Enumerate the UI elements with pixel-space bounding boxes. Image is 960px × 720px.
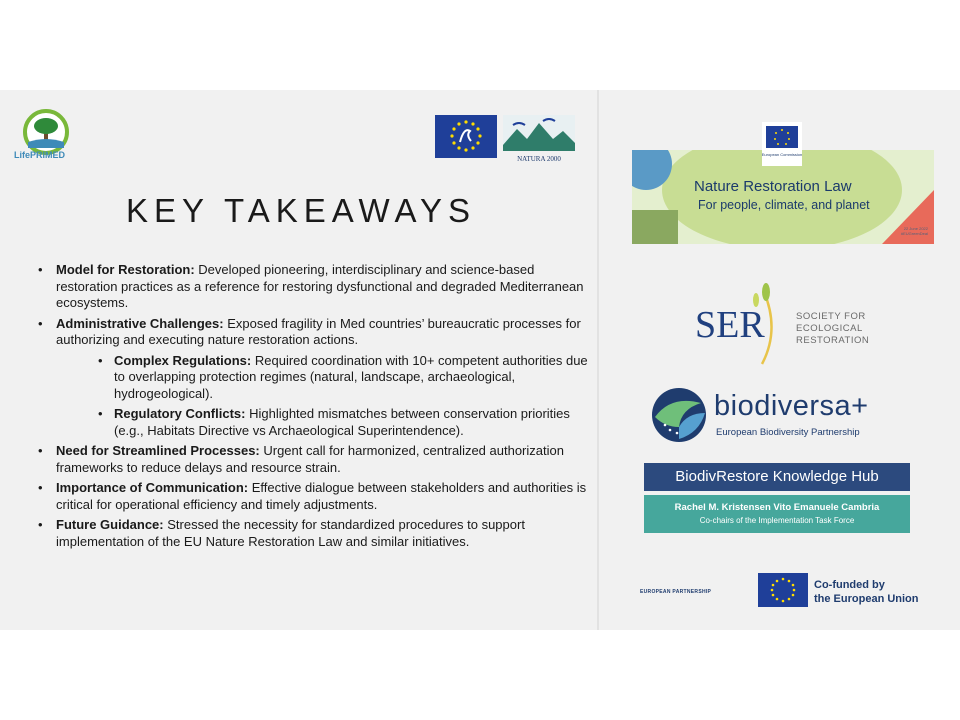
european-partnership-label: EUROPEAN PARTNERSHIP [640, 589, 712, 595]
list-item: • Administrative Challenges: Exposed fragility in Med countries’ bureaucratic processes for authorizing and executing nature restoration actions. [38, 315, 581, 347]
eu-flag-icon [758, 573, 808, 607]
nrl-date: 22 June 2022 #EUGreenDeal [900, 226, 928, 236]
co-chairs-names: Rachel M. Kristensen Vito Emanuele Cambria [674, 502, 880, 513]
ec-label: European Commission [762, 152, 802, 157]
natura-label: NATURA 2000 [517, 155, 561, 163]
co-chairs-banner [644, 495, 910, 533]
list-item: • Importance of Communication: Effective dialogue between stakeholders and authorities is critical for operational efficiency and timely adjustments. [38, 480, 587, 512]
ser-logo-text: SER [695, 304, 765, 346]
european-commission-logo [762, 122, 802, 166]
biodiversa-globe-icon [651, 387, 707, 443]
life-primed-label: LifePRIMED [14, 150, 66, 160]
list-item: • Future Guidance: Stressed the necessity for standardized procedures to support implementation of the EU Nature Restoration Law and similar initiatives. [38, 517, 525, 549]
list-item: • Regulatory Conflicts: Highlighted mismatches between conservation priorities (e.g., Habitats Directive vs Archaeological Superintendence). [98, 406, 570, 438]
eu-life-flag [435, 115, 497, 158]
slide [0, 90, 960, 630]
natura-2000-logo [503, 115, 575, 163]
column-divider [597, 90, 599, 630]
biodiversa-subtitle: European Biodiversity Partnership [716, 427, 860, 438]
list-item: • Complex Regulations: Required coordination with 10+ competent authorities due to overlapping protection regimes (natural, landscape, archaeological, hydrogeological). [98, 352, 588, 401]
biodiversa-name: biodiversa+ [714, 390, 869, 422]
nrl-subtitle: For people, climate, and planet [698, 198, 870, 212]
list-item: • Need for Streamlined Processes: Urgent call for harmonized, centralized authorization frameworks to reduce delays and resource strain. [38, 443, 564, 475]
ser-full-name: SOCIETY FOR ECOLOGICAL RESTORATION [796, 311, 870, 346]
knowledge-hub-banner: BiodivRestore Knowledge Hub [644, 463, 910, 491]
nrl-title: Nature Restoration Law [694, 178, 852, 195]
co-chairs-role: Co-chairs of the Implementation Task Force [699, 516, 855, 525]
co-funded-label: Co-funded by the European Union [814, 579, 919, 605]
page-title: KEY TAKEAWAYS [126, 192, 477, 229]
list-item: • Model for Restoration: Developed pioneering, interdisciplinary and science-based restoration practices as a reference for restoring dysfunctional and degraded Mediterranean ecosystems. [38, 262, 584, 310]
takeaways-list [28, 262, 588, 554]
